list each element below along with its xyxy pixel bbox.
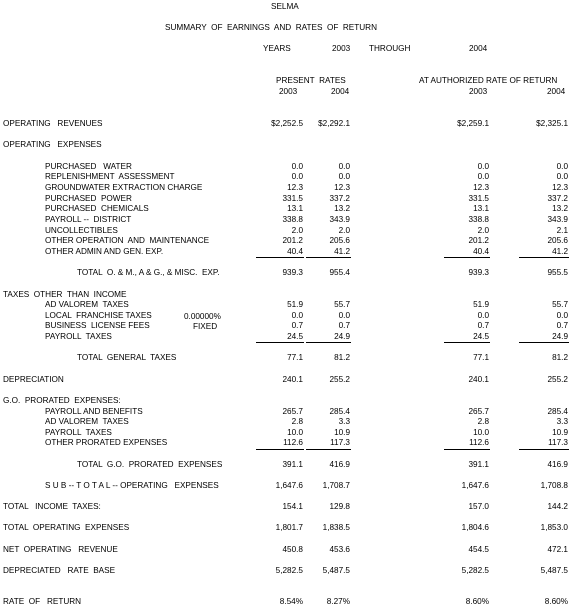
row-value: 201.2 <box>468 236 489 245</box>
row-value: 0.7 <box>477 321 489 330</box>
row-value: $2,252.5 <box>271 119 303 128</box>
row-value: 1,853.0 <box>540 523 568 532</box>
row-value: 81.2 <box>334 353 350 362</box>
row-label: TOTAL O. & M., A & G., & MISC. EXP. <box>77 268 220 277</box>
row-value: 0.0 <box>291 162 303 171</box>
column-year: 2004 <box>547 87 566 96</box>
row-value: 41.2 <box>334 247 350 256</box>
row-value: 5,282.5 <box>461 566 489 575</box>
row-value: 0.0 <box>338 162 350 171</box>
row-value: 81.2 <box>552 353 568 362</box>
row-value: 1,801.7 <box>275 523 303 532</box>
license-fee-type-note: FIXED <box>193 322 218 331</box>
row-value: 112.6 <box>469 438 489 447</box>
row-value: 453.6 <box>329 545 350 554</box>
row-value: 285.4 <box>547 407 568 416</box>
row-value: 1,804.6 <box>461 523 489 532</box>
row-label: DEPRECIATION <box>3 375 64 384</box>
subtotal-underline <box>256 342 304 343</box>
row-value: 343.9 <box>329 215 350 224</box>
row-value: 10.9 <box>334 428 350 437</box>
row-value: 1,838.5 <box>322 523 350 532</box>
row-label: GROUNDWATER EXTRACTION CHARGE <box>45 183 203 192</box>
row-value: 154.1 <box>282 502 303 511</box>
row-value: 450.8 <box>282 545 303 554</box>
row-value: 8.60% <box>544 597 568 606</box>
row-label: PURCHASED WATER <box>45 162 132 171</box>
row-value: 240.1 <box>282 375 303 384</box>
row-value: 2.1 <box>556 226 568 235</box>
row-value: 51.9 <box>287 300 303 309</box>
row-value: 0.0 <box>477 172 489 181</box>
subtotal-underline <box>444 257 490 258</box>
row-value: 265.7 <box>468 407 489 416</box>
row-value: 10.9 <box>552 428 568 437</box>
row-value: 13.2 <box>552 204 568 213</box>
row-value: 24.5 <box>287 332 303 341</box>
row-value: 41.2 <box>552 247 568 256</box>
row-value: 0.0 <box>477 162 489 171</box>
row-value: 10.0 <box>287 428 303 437</box>
row-value: 2.8 <box>477 417 489 426</box>
row-value: 13.1 <box>287 204 303 213</box>
row-value: 0.0 <box>291 172 303 181</box>
row-label: PURCHASED POWER <box>45 194 132 203</box>
row-value: 255.2 <box>329 375 350 384</box>
authorized-rate-header: AT AUTHORIZED RATE OF RETURN <box>419 76 558 85</box>
year-from: 2003 <box>332 44 351 53</box>
subtotal-underline <box>306 449 351 450</box>
row-value: 129.8 <box>329 502 350 511</box>
row-label: DEPRECIATED RATE BASE <box>3 566 116 575</box>
row-value: 10.0 <box>473 428 489 437</box>
subtotal-underline <box>519 449 569 450</box>
row-value: 255.2 <box>547 375 568 384</box>
row-value: 51.9 <box>473 300 489 309</box>
row-value: 0.7 <box>556 321 568 330</box>
row-value: 955.4 <box>329 268 350 277</box>
row-value: 2.0 <box>291 226 303 235</box>
row-value: 240.1 <box>468 375 489 384</box>
row-value: 13.2 <box>334 204 350 213</box>
subtotal-underline <box>256 449 304 450</box>
row-value: 40.4 <box>473 247 489 256</box>
company-name: SELMA <box>271 2 299 11</box>
row-value: 955.5 <box>547 268 568 277</box>
row-value: 205.6 <box>329 236 350 245</box>
subtotal-underline <box>444 342 490 343</box>
row-value: 77.1 <box>287 353 303 362</box>
row-value: 24.9 <box>552 332 568 341</box>
row-label: BUSINESS LICENSE FEES <box>45 321 150 330</box>
row-value: 1,708.7 <box>322 481 350 490</box>
report-title: SUMMARY OF EARNINGS AND RATES OF RETURN <box>165 23 377 32</box>
row-value: 416.9 <box>547 460 568 469</box>
row-value: $2,325.1 <box>536 119 568 128</box>
row-value: 0.0 <box>556 162 568 171</box>
row-label: TAXES OTHER THAN INCOME <box>3 290 127 299</box>
row-value: 201.2 <box>282 236 303 245</box>
row-value: 2.0 <box>477 226 489 235</box>
row-value: 5,487.5 <box>322 566 350 575</box>
row-label: PURCHASED CHEMICALS <box>45 204 149 213</box>
year-to: 2004 <box>469 44 488 53</box>
column-year: 2003 <box>469 87 488 96</box>
row-label: RATE OF RETURN <box>3 597 82 606</box>
row-value: 939.3 <box>282 268 303 277</box>
row-value: 40.4 <box>287 247 303 256</box>
row-value: 3.3 <box>338 417 350 426</box>
row-value: 338.8 <box>468 215 489 224</box>
row-value: 12.3 <box>287 183 303 192</box>
column-year: 2003 <box>279 87 298 96</box>
row-label: OTHER ADMIN AND GEN. EXP. <box>45 247 164 256</box>
row-value: 0.0 <box>556 172 568 181</box>
row-value: 5,282.5 <box>275 566 303 575</box>
row-value: 205.6 <box>547 236 568 245</box>
row-value: 2.0 <box>338 226 350 235</box>
row-label: PAYROLL AND BENEFITS <box>45 407 143 416</box>
row-value: 472.1 <box>547 545 568 554</box>
row-label: TOTAL G.O. PRORATED EXPENSES <box>77 460 223 469</box>
row-value: 55.7 <box>552 300 568 309</box>
row-value: 391.1 <box>282 460 303 469</box>
subtotal-underline <box>306 342 351 343</box>
row-value: 337.2 <box>329 194 350 203</box>
row-value: 0.0 <box>291 311 303 320</box>
row-value: 8.60% <box>465 597 489 606</box>
row-label: NET OPERATING REVENUE <box>3 545 118 554</box>
franchise-rate-note: 0.00000% <box>184 312 221 321</box>
row-label: AD VALOREM TAXES <box>45 300 129 309</box>
row-label: OTHER PRORATED EXPENSES <box>45 438 168 447</box>
row-label: TOTAL INCOME TAXES: <box>3 502 101 511</box>
row-value: 5,487.5 <box>540 566 568 575</box>
row-value: 112.6 <box>283 438 303 447</box>
row-value: 55.7 <box>334 300 350 309</box>
row-value: 2.8 <box>291 417 303 426</box>
row-value: 0.0 <box>556 311 568 320</box>
row-value: 8.27% <box>326 597 350 606</box>
row-value: 265.7 <box>282 407 303 416</box>
row-value: 24.9 <box>334 332 350 341</box>
subtotal-underline <box>519 257 569 258</box>
row-label: OPERATING EXPENSES <box>3 140 102 149</box>
row-value: 0.0 <box>477 311 489 320</box>
through-label: THROUGH <box>369 44 411 53</box>
row-value: 338.8 <box>282 215 303 224</box>
row-value: $2,292.1 <box>318 119 350 128</box>
row-label: PAYROLL TAXES <box>45 428 112 437</box>
subtotal-underline <box>444 449 490 450</box>
row-value: 0.0 <box>338 311 350 320</box>
row-value: 0.0 <box>338 172 350 181</box>
row-label: S U B -- T O T A L -- OPERATING EXPENSES <box>45 481 219 490</box>
row-value: 0.7 <box>291 321 303 330</box>
row-value: 77.1 <box>473 353 489 362</box>
column-year: 2004 <box>331 87 350 96</box>
row-value: 12.3 <box>552 183 568 192</box>
row-value: 1,708.8 <box>540 481 568 490</box>
row-label: LOCAL FRANCHISE TAXES <box>45 311 152 320</box>
row-value: 1,647.6 <box>461 481 489 490</box>
row-label: TOTAL OPERATING EXPENSES <box>3 523 130 532</box>
row-value: 157.0 <box>468 502 489 511</box>
row-value: 12.3 <box>473 183 489 192</box>
row-value: $2,259.1 <box>457 119 489 128</box>
row-value: 12.3 <box>334 183 350 192</box>
row-label: OPERATING REVENUES <box>3 119 103 128</box>
row-value: 331.5 <box>282 194 303 203</box>
row-label: OTHER OPERATION AND MAINTENANCE <box>45 236 210 245</box>
row-value: 391.1 <box>468 460 489 469</box>
row-value: 0.7 <box>338 321 350 330</box>
row-value: 1,647.6 <box>275 481 303 490</box>
row-value: 416.9 <box>329 460 350 469</box>
row-label: G.O. PRORATED EXPENSES: <box>3 396 121 405</box>
row-value: 285.4 <box>329 407 350 416</box>
row-value: 144.2 <box>547 502 568 511</box>
row-label: AD VALOREM TAXES <box>45 417 129 426</box>
row-label: REPLENISHMENT ASSESSMENT <box>45 172 175 181</box>
row-value: 24.5 <box>473 332 489 341</box>
present-rates-header: PRESENT RATES <box>276 76 346 85</box>
row-value: 939.3 <box>468 268 489 277</box>
row-value: 117.3 <box>330 438 350 447</box>
row-label: UNCOLLECTIBLES <box>45 226 118 235</box>
row-value: 343.9 <box>547 215 568 224</box>
row-label: PAYROLL TAXES <box>45 332 112 341</box>
row-label: TOTAL GENERAL TAXES <box>77 353 177 362</box>
row-value: 13.1 <box>473 204 489 213</box>
subtotal-underline <box>256 257 304 258</box>
row-value: 117.3 <box>548 438 568 447</box>
subtotal-underline <box>519 342 569 343</box>
row-label: PAYROLL -- DISTRICT <box>45 215 132 224</box>
row-value: 454.5 <box>468 545 489 554</box>
subtotal-underline <box>306 257 351 258</box>
row-value: 331.5 <box>468 194 489 203</box>
years-label: YEARS <box>263 44 291 53</box>
row-value: 337.2 <box>547 194 568 203</box>
row-value: 3.3 <box>556 417 568 426</box>
row-value: 8.54% <box>279 597 303 606</box>
